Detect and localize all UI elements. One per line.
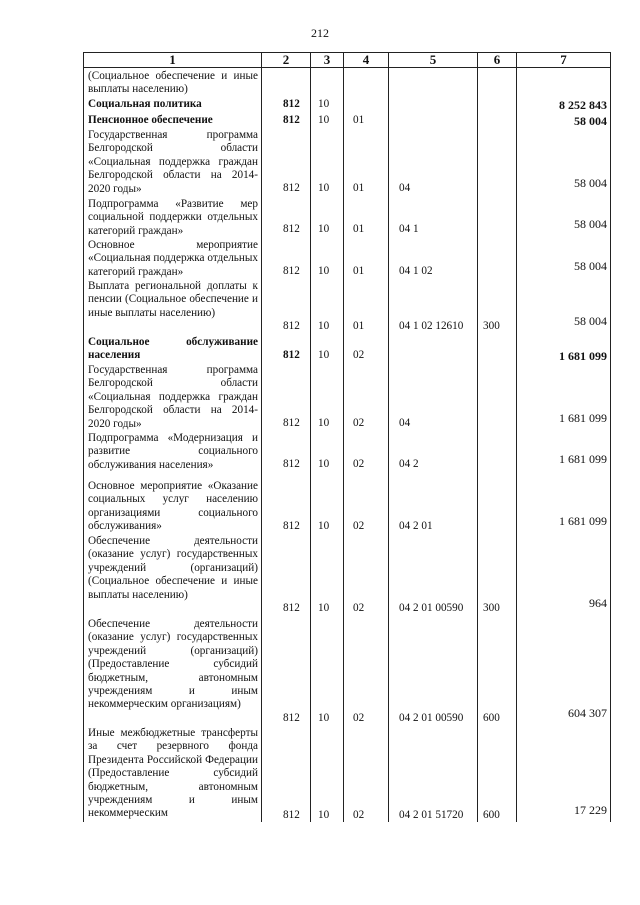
cell-target-article: 04 2 01 00590	[399, 712, 464, 724]
row-description: (Социальное обеспечение и иные выплаты населению)	[88, 70, 258, 96]
row-description: Государственная программа Белгородской области «Социальная поддержка граждан Белгородской области на 2014-2020 годы»	[88, 364, 258, 430]
column-divider	[477, 68, 478, 822]
cell-section-code: 812	[283, 114, 300, 126]
cell-target-article: 04 1 02	[399, 265, 433, 277]
cell-target-article: 04 2 01	[399, 520, 433, 532]
row-description: Пенсионное обеспечение	[88, 114, 213, 126]
column-divider	[610, 68, 611, 822]
cell-division-code: 10	[318, 458, 330, 470]
cell-subdivision-code: 02	[353, 417, 365, 429]
header-col-3: 3	[311, 52, 344, 68]
cell-amount: 58 004	[574, 114, 607, 128]
cell-division-code: 10	[318, 182, 330, 194]
row-description: Выплата региональной доплаты к пенсии (Социальное обеспечение и иные выплаты населению)	[88, 280, 258, 319]
cell-subdivision-code: 02	[353, 809, 365, 821]
cell-target-article: 04 2	[399, 458, 419, 470]
cell-amount: 604 307	[568, 706, 607, 720]
cell-section-code: 812	[283, 98, 300, 110]
cell-subdivision-code: 01	[353, 114, 365, 126]
column-divider	[310, 68, 311, 822]
cell-division-code: 10	[318, 265, 330, 277]
cell-section-code: 812	[283, 809, 300, 821]
cell-amount: 58 004	[574, 314, 607, 328]
cell-amount: 17 229	[574, 803, 607, 817]
cell-expense-type: 300	[483, 320, 500, 332]
cell-section-code: 812	[283, 265, 300, 277]
cell-division-code: 10	[318, 320, 330, 332]
cell-amount: 1 681 099	[559, 349, 607, 363]
cell-amount: 1 681 099	[559, 514, 607, 528]
header-col-2: 2	[262, 52, 311, 68]
cell-amount: 58 004	[574, 259, 607, 273]
cell-target-article: 04	[399, 182, 411, 194]
cell-subdivision-code: 02	[353, 712, 365, 724]
column-divider	[516, 68, 517, 822]
budget-table	[83, 52, 611, 822]
cell-amount: 1 681 099	[559, 411, 607, 425]
cell-section-code: 812	[283, 320, 300, 332]
cell-expense-type: 600	[483, 712, 500, 724]
column-divider	[388, 68, 389, 822]
cell-amount: 964	[589, 596, 607, 610]
cell-division-code: 10	[318, 417, 330, 429]
row-description: Основное мероприятие «Оказание социальных услуг населению организациями социального обслуживания»	[88, 480, 258, 533]
header-col-4: 4	[344, 52, 389, 68]
cell-subdivision-code: 01	[353, 182, 365, 194]
cell-target-article: 04 2 01 51720	[399, 809, 464, 821]
cell-section-code: 812	[283, 223, 300, 235]
cell-amount: 8 252 843	[559, 98, 607, 112]
cell-section-code: 812	[283, 520, 300, 532]
cell-division-code: 10	[318, 223, 330, 235]
cell-amount: 58 004	[574, 217, 607, 231]
cell-target-article: 04	[399, 417, 411, 429]
cell-section-code: 812	[283, 458, 300, 470]
cell-division-code: 10	[318, 520, 330, 532]
cell-subdivision-code: 02	[353, 602, 365, 614]
cell-division-code: 10	[318, 809, 330, 821]
cell-section-code: 812	[283, 182, 300, 194]
cell-division-code: 10	[318, 349, 330, 361]
cell-section-code: 812	[283, 712, 300, 724]
row-description: Социальная политика	[88, 98, 202, 110]
cell-subdivision-code: 01	[353, 320, 365, 332]
cell-subdivision-code: 01	[353, 265, 365, 277]
cell-expense-type: 600	[483, 809, 500, 821]
cell-amount: 1 681 099	[559, 452, 607, 466]
row-description: Государственная программа Белгородской области «Социальная поддержка граждан Белгородской области на 2014-2020 годы»	[88, 129, 258, 195]
column-divider	[83, 68, 84, 822]
cell-section-code: 812	[283, 349, 300, 361]
row-description: Основное мероприятие «Социальная поддержка отдельных категорий граждан»	[88, 239, 258, 278]
column-divider	[261, 68, 262, 822]
header-col-7: 7	[517, 52, 611, 68]
cell-section-code: 812	[283, 602, 300, 614]
row-description: Обеспечение деятельности (оказание услуг) государственных учреждений (организаций) (Предоставление субсидий бюджетным, автономным учреждениям и иным некоммерческим организациям)	[88, 618, 258, 711]
cell-division-code: 10	[318, 602, 330, 614]
cell-subdivision-code: 01	[353, 223, 365, 235]
cell-target-article: 04 2 01 00590	[399, 602, 464, 614]
cell-expense-type: 300	[483, 602, 500, 614]
header-col-5: 5	[389, 52, 478, 68]
cell-target-article: 04 1 02 12610	[399, 320, 464, 332]
cell-amount: 58 004	[574, 176, 607, 190]
cell-target-article: 04 1	[399, 223, 419, 235]
header-col-6: 6	[478, 52, 517, 68]
row-description: Подпрограмма «Развитие мер социальной поддержки отдельных категорий граждан»	[88, 198, 258, 237]
header-col-1: 1	[83, 52, 262, 68]
cell-division-code: 10	[318, 712, 330, 724]
row-description: Подпрограмма «Модернизация и развитие социального обслуживания населения»	[88, 432, 258, 471]
row-description: Иные межбюджетные трансферты за счет резервного фонда Президента Российской Федерации (Предоставление субсидий бюджетным, автономным учреждениям и иным некоммерческим	[88, 727, 258, 820]
cell-subdivision-code: 02	[353, 349, 365, 361]
column-divider	[343, 68, 344, 822]
row-description: Социальное обслуживание населения	[88, 336, 258, 362]
cell-division-code: 10	[318, 98, 330, 110]
page-number: 212	[311, 26, 329, 40]
cell-subdivision-code: 02	[353, 458, 365, 470]
cell-division-code: 10	[318, 114, 330, 126]
row-description: Обеспечение деятельности (оказание услуг) государственных учреждений (организаций) (Социальное обеспечение и иные выплаты населению)	[88, 535, 258, 601]
cell-subdivision-code: 02	[353, 520, 365, 532]
cell-section-code: 812	[283, 417, 300, 429]
